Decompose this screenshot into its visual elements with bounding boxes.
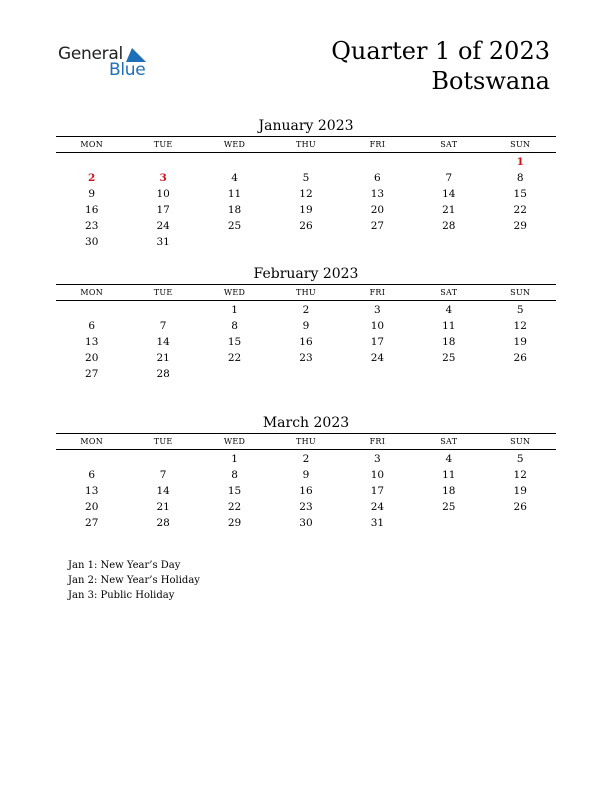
logo-word-blue: Blue xyxy=(109,60,146,80)
day-cell: 23 xyxy=(85,220,99,232)
day-cell: 2 xyxy=(302,453,310,465)
week-row xyxy=(56,334,556,350)
month-title: March 2023 xyxy=(262,415,350,431)
day-cell: 26 xyxy=(299,220,313,232)
weekday-header-row xyxy=(56,285,556,301)
empty-day-cell xyxy=(413,366,484,382)
day-cell: 11 xyxy=(227,188,242,200)
day-cell: 1 xyxy=(231,453,238,465)
day-cell: 4 xyxy=(231,172,238,184)
day-cell: 9 xyxy=(302,469,310,481)
day-cell: 6 xyxy=(88,320,96,332)
day-cell: 25 xyxy=(442,352,456,364)
weekday-label: FRI xyxy=(369,437,386,446)
day-cell: 8 xyxy=(516,172,524,184)
empty-day-cell xyxy=(56,451,127,467)
day-cell: 12 xyxy=(513,320,527,332)
weekday-label: SAT xyxy=(440,140,458,149)
month-days xyxy=(56,450,556,531)
day-cell: 9 xyxy=(88,188,96,200)
holiday-day-cell: 3 xyxy=(159,172,167,184)
day-cell: 27 xyxy=(370,220,385,232)
day-cell: 17 xyxy=(156,204,170,216)
week-row xyxy=(56,154,556,170)
day-cell: 28 xyxy=(156,368,170,380)
weekday-label: THU xyxy=(295,140,316,149)
day-cell: 9 xyxy=(302,320,310,332)
empty-day-cell xyxy=(485,234,556,250)
weekday-label: SUN xyxy=(510,437,531,446)
day-cell: 30 xyxy=(85,236,99,248)
week-row xyxy=(56,467,556,483)
week-row xyxy=(56,186,556,202)
empty-day-cell xyxy=(199,154,270,170)
day-cell: 28 xyxy=(442,220,456,232)
month-days xyxy=(56,153,556,250)
day-cell: 13 xyxy=(85,336,99,348)
day-cell: 21 xyxy=(156,352,170,364)
weekday-label: TUE xyxy=(153,288,173,297)
empty-day-cell xyxy=(485,366,556,382)
day-cell: 18 xyxy=(442,485,456,497)
day-cell: 2 xyxy=(302,304,310,316)
empty-day-cell xyxy=(485,515,556,531)
day-cell: 15 xyxy=(227,336,242,348)
day-cell: 31 xyxy=(370,517,385,529)
day-cell: 15 xyxy=(227,485,242,497)
week-row xyxy=(56,170,556,186)
week-row xyxy=(56,318,556,334)
day-cell: 19 xyxy=(513,336,527,348)
day-cell: 13 xyxy=(85,485,99,497)
empty-day-cell xyxy=(127,302,198,318)
weekday-label: TUE xyxy=(153,437,173,446)
weekday-label: TUE xyxy=(153,140,173,149)
day-cell: 3 xyxy=(374,453,381,465)
day-cell: 16 xyxy=(85,204,99,216)
empty-day-cell xyxy=(413,234,484,250)
week-row xyxy=(56,350,556,366)
empty-day-cell xyxy=(342,234,413,250)
day-cell: 19 xyxy=(299,204,313,216)
empty-day-cell xyxy=(270,366,341,382)
empty-day-cell xyxy=(413,154,484,170)
week-row xyxy=(56,218,556,234)
weekday-header-row xyxy=(56,137,556,153)
week-row xyxy=(56,302,556,318)
day-cell: 14 xyxy=(156,336,170,348)
empty-day-cell xyxy=(413,515,484,531)
day-cell: 17 xyxy=(370,485,385,497)
day-cell: 21 xyxy=(156,501,170,513)
day-cell: 20 xyxy=(85,352,99,364)
weekday-label: SUN xyxy=(510,140,531,149)
weekday-label: MON xyxy=(80,140,104,149)
day-cell: 13 xyxy=(370,188,385,200)
day-cell: 28 xyxy=(156,517,170,529)
day-cell: 25 xyxy=(227,220,242,232)
day-cell: 3 xyxy=(374,304,381,316)
empty-day-cell xyxy=(199,366,270,382)
month-title: February 2023 xyxy=(253,266,359,282)
day-cell: 23 xyxy=(299,501,313,513)
day-cell: 19 xyxy=(513,485,527,497)
day-cell: 24 xyxy=(370,352,385,364)
day-cell: 20 xyxy=(370,204,385,216)
day-cell: 25 xyxy=(442,501,456,513)
empty-day-cell xyxy=(342,154,413,170)
day-cell: 4 xyxy=(445,304,453,316)
day-cell: 18 xyxy=(227,204,242,216)
day-cell: 7 xyxy=(445,172,453,184)
day-cell: 22 xyxy=(227,501,242,513)
day-cell: 20 xyxy=(85,501,99,513)
month-title: January 2023 xyxy=(258,118,354,134)
day-cell: 15 xyxy=(513,188,527,200)
day-cell: 24 xyxy=(156,220,170,232)
day-cell: 11 xyxy=(442,320,456,332)
weekday-label: SAT xyxy=(440,437,458,446)
day-cell: 29 xyxy=(513,220,527,232)
day-cell: 12 xyxy=(513,469,527,481)
weekday-label: FRI xyxy=(369,288,386,297)
day-cell: 5 xyxy=(516,304,524,316)
month-calendar-february xyxy=(56,264,556,382)
holiday-notes xyxy=(68,558,200,603)
weekday-label: THU xyxy=(295,288,316,297)
day-cell: 21 xyxy=(442,204,456,216)
day-cell: 16 xyxy=(299,336,313,348)
day-cell: 5 xyxy=(516,453,524,465)
day-cell: 27 xyxy=(85,517,99,529)
day-cell: 24 xyxy=(370,501,385,513)
page-title xyxy=(331,36,550,96)
day-cell: 1 xyxy=(231,304,238,316)
week-row xyxy=(56,234,556,250)
month-calendar-march xyxy=(56,413,556,531)
week-row xyxy=(56,499,556,515)
day-cell: 6 xyxy=(374,172,381,184)
title-quarter: Quarter 1 of 2023 xyxy=(331,37,550,65)
day-cell: 18 xyxy=(442,336,456,348)
day-cell: 5 xyxy=(302,172,310,184)
weekday-label: SUN xyxy=(510,288,531,297)
day-cell: 10 xyxy=(156,188,170,200)
empty-day-cell xyxy=(127,154,198,170)
empty-day-cell xyxy=(342,366,413,382)
empty-day-cell xyxy=(56,154,127,170)
day-cell: 7 xyxy=(159,320,167,332)
day-cell: 22 xyxy=(513,204,527,216)
weekday-header-row xyxy=(56,434,556,450)
day-cell: 29 xyxy=(227,517,242,529)
empty-day-cell xyxy=(270,154,341,170)
month-days xyxy=(56,301,556,382)
day-cell: 12 xyxy=(299,188,313,200)
day-cell: 10 xyxy=(370,320,385,332)
day-cell: 26 xyxy=(513,352,527,364)
day-cell: 6 xyxy=(88,469,96,481)
empty-day-cell xyxy=(270,234,341,250)
day-cell: 16 xyxy=(299,485,313,497)
empty-day-cell xyxy=(127,451,198,467)
day-cell: 26 xyxy=(513,501,527,513)
week-row xyxy=(56,202,556,218)
holiday-note: Jan 2: New Year’s Holiday xyxy=(68,575,200,586)
empty-day-cell xyxy=(56,302,127,318)
holiday-day-cell: 1 xyxy=(516,156,524,168)
day-cell: 8 xyxy=(231,320,238,332)
day-cell: 31 xyxy=(156,236,170,248)
weekday-label: SAT xyxy=(440,288,458,297)
holiday-note: Jan 3: Public Holiday xyxy=(68,590,175,601)
day-cell: 30 xyxy=(299,517,313,529)
holiday-day-cell: 2 xyxy=(88,172,96,184)
weekday-label: WED xyxy=(223,140,246,149)
holiday-note: Jan 1: New Year’s Day xyxy=(68,560,181,571)
week-row xyxy=(56,483,556,499)
weekday-label: THU xyxy=(295,437,316,446)
title-country: Botswana xyxy=(431,67,550,95)
week-row xyxy=(56,366,556,382)
weekday-label: MON xyxy=(80,288,104,297)
day-cell: 8 xyxy=(231,469,238,481)
logo-word-general: General xyxy=(58,44,123,64)
week-row xyxy=(56,515,556,531)
weekday-label: MON xyxy=(80,437,104,446)
month-calendar-january xyxy=(56,116,556,250)
weekday-label: WED xyxy=(223,288,246,297)
day-cell: 14 xyxy=(442,188,456,200)
day-cell: 11 xyxy=(442,469,456,481)
day-cell: 10 xyxy=(370,469,385,481)
day-cell: 14 xyxy=(156,485,170,497)
day-cell: 7 xyxy=(159,469,167,481)
day-cell: 17 xyxy=(370,336,385,348)
day-cell: 22 xyxy=(227,352,242,364)
day-cell: 27 xyxy=(85,368,99,380)
empty-day-cell xyxy=(199,234,270,250)
day-cell: 23 xyxy=(299,352,313,364)
day-cell: 4 xyxy=(445,453,453,465)
week-row xyxy=(56,451,556,467)
weekday-label: FRI xyxy=(369,140,386,149)
generalblue-logo xyxy=(58,44,158,84)
weekday-label: WED xyxy=(223,437,246,446)
